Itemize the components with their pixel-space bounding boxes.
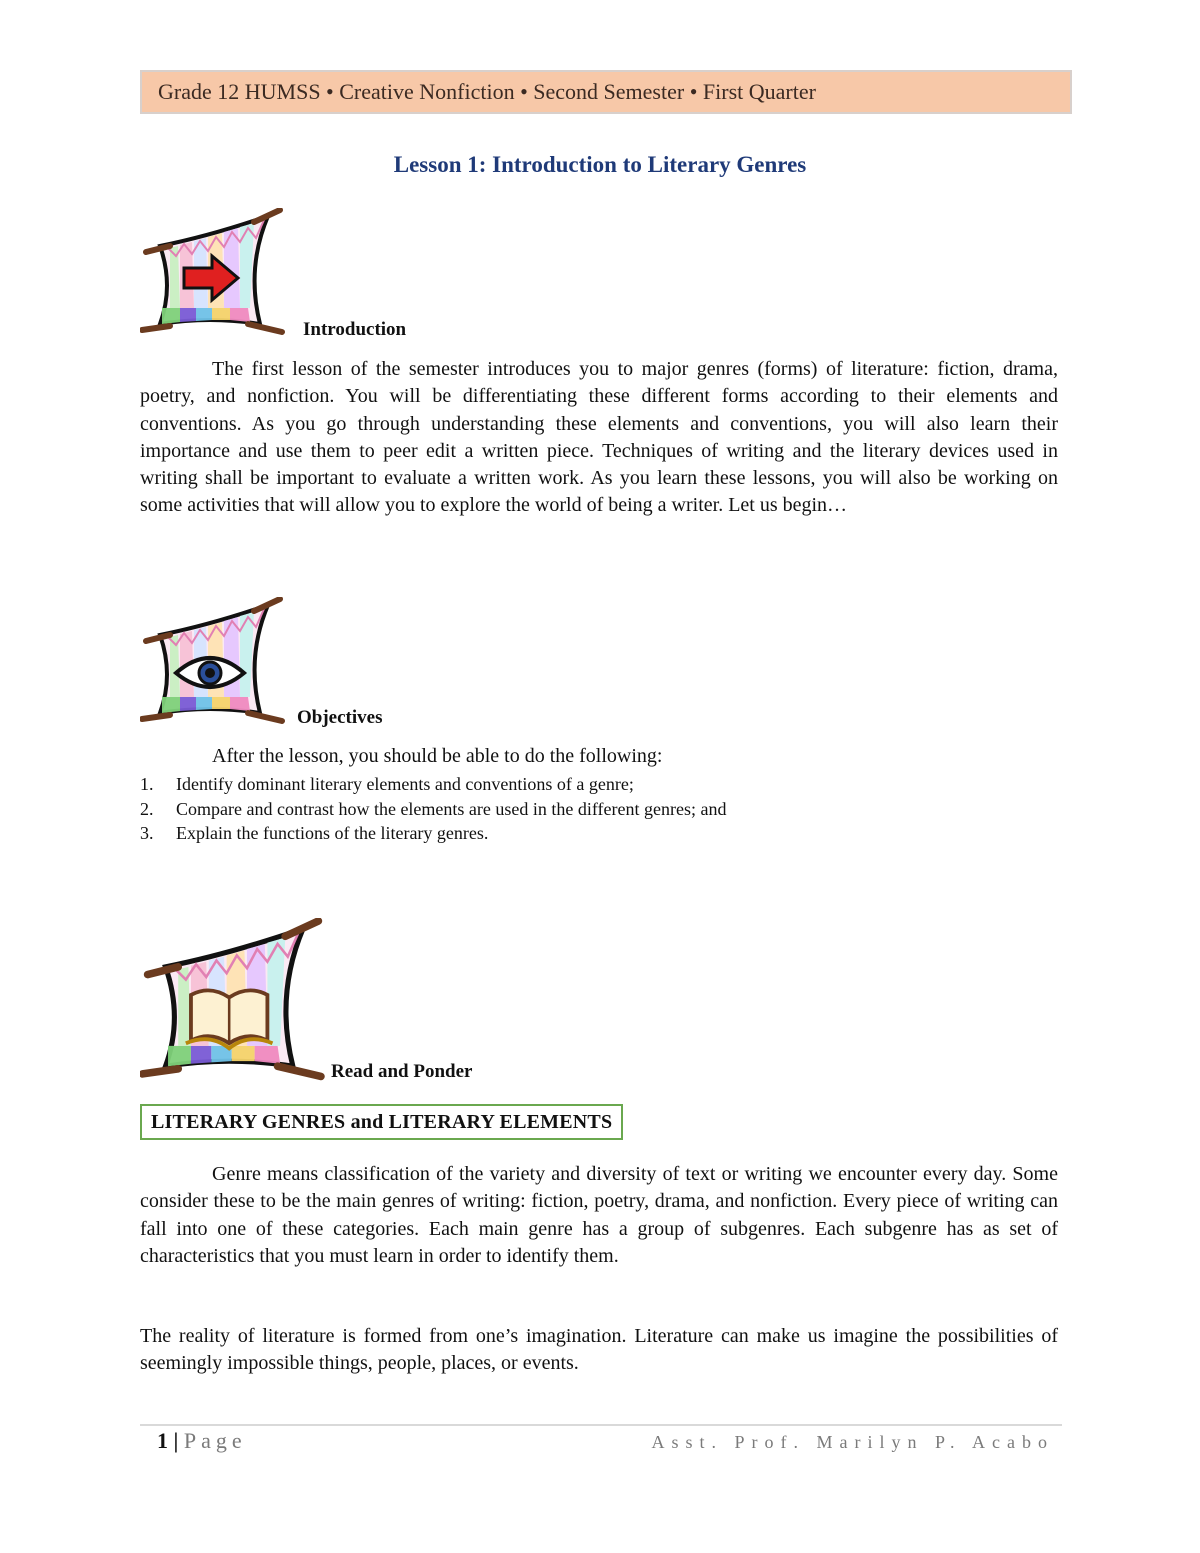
arrow-banner-icon [140,208,286,336]
introduction-label: Introduction [303,319,407,340]
header-bar [140,70,1072,114]
header-text: Grade 12 HUMSS • Creative Nonfiction • Second Semester • First Quarter [158,79,816,104]
page-word: Page [183,1428,247,1453]
list-item: 2. Compare and contrast how the elements are used in the different genres; and [140,798,727,819]
literature-paragraph: The reality of literature is formed from one’s imagination. Literature can make us imagine the possibilities of seemingly impossible things, people, places, or events. [140,1325,1058,1375]
read-and-ponder-label: Read and Ponder [331,1061,473,1082]
section-title-box [140,1104,623,1140]
lesson-title: Lesson 1: Introduction to Literary Genres [393,152,807,177]
objectives-list [140,772,726,846]
section-title: LITERARY GENRES and LITERARY ELEMENTS [151,1110,613,1133]
list-item: 1. Identify dominant literary elements and conventions of a genre; [140,774,634,794]
page-number: 1 [157,1428,168,1453]
book-banner-icon [140,918,326,1082]
genre-paragraph: Genre means classification of the variety and diversity of text or writing we encounter every day. Some consider these to be the main genres of writing: fiction, poetry, drama, and nonfiction. Every piece of writing can fall into one of these categories. Each main genre has a group of subgenres. Each subgenre has as set of characteristics that you must learn in order to identify them. [140,1163,1058,1267]
footer-author: Asst. Prof. Marilyn P. Acabo [651,1432,1054,1452]
objectives-label: Objectives [297,707,383,728]
page-separator: | [173,1428,179,1453]
introduction-paragraph: The first lesson of the semester introduces you to major genres (forms) of literature: fiction, drama, poetry, and nonfiction. You will be differentiating these different forms according to their elements and conventions. As you go through understanding these elements and conventions, you will also learn their importance and use them to peer edit a written piece. Techniques of writing and the literary devices used in writing shall be important to evaluate a written work. As you learn these lessons, you will also be working on some activities that will allow you to explore the world of being a writer. Let us begin… [140,358,1058,517]
footer-page-info [157,1428,247,1454]
objectives-lead: After the lesson, you should be able to do the following: [212,745,663,767]
footer-divider [140,1424,1062,1426]
list-item: 3. Explain the functions of the literary genres. [140,823,489,843]
eye-banner-icon [140,597,286,725]
